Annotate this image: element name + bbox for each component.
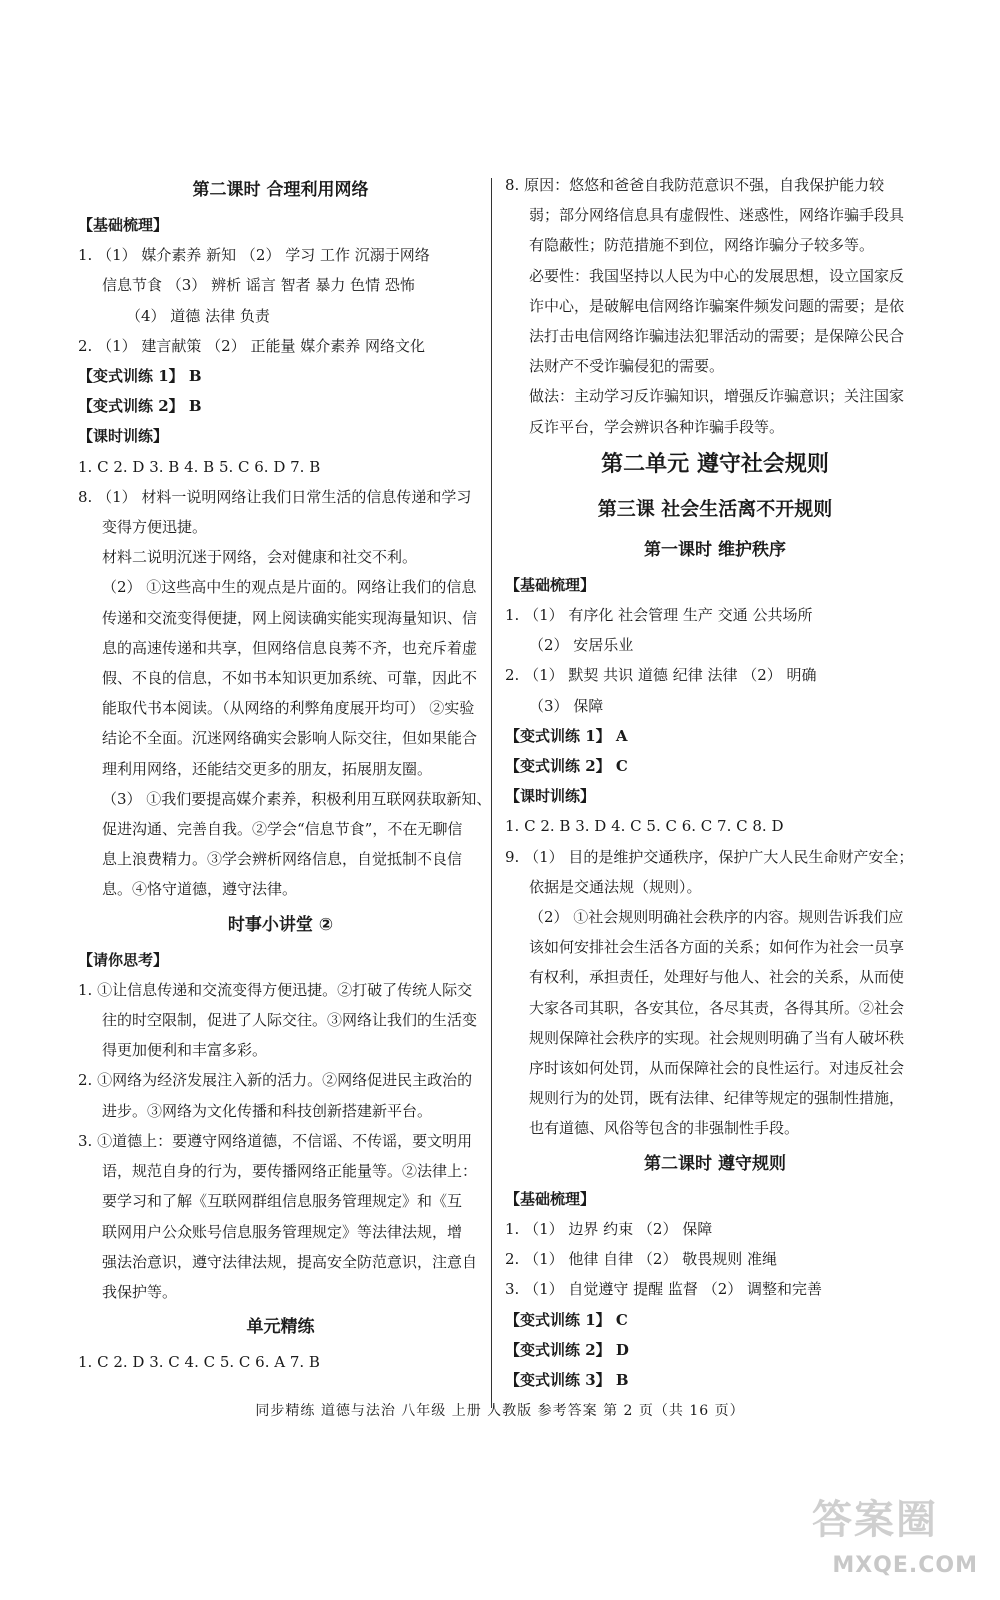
answer-line: 得更加便利和丰富多彩。 [102,1041,268,1060]
section-tag: 【课时训练】 [505,787,596,806]
section-heading: 单元精练 [246,1317,315,1338]
answer-line: 反诈平台，学会辨识各种诈骗手段等。 [529,417,785,436]
answer-line: （3） 保障 [529,696,604,715]
answer-line: （2） ①社会规则明确社会秩序的内容。规则告诉我们应 [529,908,904,927]
answer-line: 联网用户公众账号信息服务管理规定》等法律法规，增 [102,1222,463,1241]
section-tag: 【课时训练】 [78,427,169,446]
answer-line: 1. C 2. B 3. D 4. C 5. C 6. C 7. C 8. D [505,817,784,836]
answer-line: 3. ①道德上：要遵守网络道德，不信谣、不传谣，要文明用 [78,1131,473,1150]
answer-line: 2. （1） 建言献策 （2） 正能量 媒介素养 网络文化 [78,336,426,355]
section-tag: 【基础梳理】 [505,1189,596,1208]
section-tag: 【变式训练 1】 C [505,1310,628,1329]
answer-line: 语，规范自身的行为，要传播网络正能量等。②法律上： [102,1162,478,1181]
answer-line: 9. （1） 目的是维护交通秩序，保护广大人民生命财产安全； [505,847,914,866]
answer-line: 结论不全面。沉迷网络确实会影响人际交往，但如果能合 [102,729,478,748]
section-tag: 【变式训练 1】 B [78,367,202,386]
answer-line: 3. （1） 自觉遵守 提醒 监督 （2） 调整和完善 [505,1280,823,1299]
answer-line: 往的时空限制，促进了人际交往。③网络让我们的生活变 [102,1011,478,1030]
section-tag: 【变式训练 2】 B [78,397,202,416]
answer-line: 1. C 2. D 3. C 4. C 5. C 6. A 7. B [78,1353,320,1372]
section-heading: 时事小讲堂 ② [227,914,334,935]
answer-line: 大家各司其职，各安其位，各尽其责，各得其所。②社会 [529,998,905,1017]
answer-line: 1. （1） 有序化 社会管理 生产 交通 公共场所 [505,606,813,625]
section-tag: 【基础梳理】 [78,216,169,234]
answer-line: （4） 道德 法律 负责 [126,306,270,325]
answer-line: 法财产不受诈骗侵犯的需要。 [529,357,725,376]
section-tag: 【请你思考】 [78,950,169,969]
watermark-logo: 答案圈 [812,1497,938,1543]
answer-line: 假、不良的信息，不如书本知识更加系统、可靠，因此不 [102,669,478,688]
answer-line: 依据是交通法规（规则）。 [529,877,702,896]
section-tag: 【变式训练 3】 B [505,1370,629,1389]
answer-line: 促进沟通、完善自我。②学会“信息节食”，不在无聊信 [102,820,463,839]
answer-line: 理利用网络，还能结交更多的朋友，拓展朋友圈。 [102,759,433,778]
section-tag: 【变式训练 2】 C [505,757,628,776]
answer-line: 我保护等。 [102,1282,178,1301]
answer-line: 1. （1） 边界 约束 （2） 保障 [505,1219,713,1238]
answer-line: 8. （1） 材料一说明网络让我们日常生活的信息传递和学习 [78,487,472,506]
answer-line: 有隐蔽性；防范措施不到位，网络诈骗分子较多等。 [529,236,875,255]
right-column [505,170,925,1395]
answer-line: 也有道德、风俗等包含的非强制性手段。 [529,1119,800,1138]
answer-line: 1. C 2. D 3. B 4. B 5. C 6. D 7. B [78,457,321,476]
section-heading: 第二课时 遵守规则 [644,1153,786,1174]
answer-line: 息上浪费精力。③学会辨析网络信息，自觉抵制不良信 [102,850,463,869]
left-column [78,170,492,1377]
answer-line: 规则行为的处罚，既有法律、纪律等规定的强制性措施， [529,1089,905,1108]
answer-line: 息的高速传递和共享，但网络信息良莠不齐，也充斥着虚 [102,638,478,657]
answer-line: 序时该如何处罚，从而保障社会的良性运行。对违反社会 [529,1059,905,1078]
section-tag: 【基础梳理】 [505,575,596,594]
answer-line: 2. ①网络为经济发展注入新的活力。②网络促进民主政治的 [78,1071,473,1090]
answer-line: 材料二说明沉迷于网络，会对健康和社交不利。 [102,548,418,567]
answer-line: 弱；部分网络信息具有虚假性、迷惑性，网络诈骗手段具 [529,206,905,225]
answer-line: 诈中心，是破解电信网络诈骗案件频发问题的需要；是依 [529,296,905,315]
answer-line: 该如何安排社会生活各方面的关系；如何作为社会一员享 [529,938,905,957]
section-heading: 第一课时 维护秩序 [644,539,786,560]
answer-line: 法打击电信网络诈骗违法犯罪活动的需要；是保障公民合 [529,327,905,346]
answer-line: （2） ①这些高中生的观点是片面的。网络让我们的信息 [102,578,477,597]
answer-line: （2） 安居乐业 [529,636,634,655]
answer-line: 进步。③网络为文化传播和科技创新搭建新平台。 [102,1101,433,1120]
answer-line: 2. （1） 默契 共识 道德 纪律 法律 （2） 明确 [505,666,817,685]
answer-line: 2. （1） 他律 自律 （2） 敬畏规则 准绳 [505,1250,778,1269]
answer-line: 必要性：我国坚持以人民为中心的发展思想，设立国家反 [529,266,905,285]
section-tag: 【变式训练 1】 A [505,726,628,745]
answer-line: 强法治意识，遵守法律法规，提高安全防范意识，注意自 [102,1252,478,1271]
answer-line: 息。④恪守道德，遵守法律。 [102,880,298,899]
answer-line: 1. （1） 媒介素养 新知 （2） 学习 工作 沉溺于网络 [78,246,430,265]
answer-line: 信息节食 （3） 辨析 谣言 智者 暴力 色情 恐怖 [102,276,415,295]
page-footer: 同步精练 道德与法治 八年级 上册 人教版 参考答案 第 2 页（共 16 页） [255,1403,745,1419]
watermark [798,1488,978,1578]
answer-line: 1. ①让信息传递和交流变得方便迅捷。②打破了传统人际交 [78,980,473,999]
answer-line: 有权利，承担责任，处理好与他人、社会的关系，从而使 [529,968,905,987]
section-tag: 【变式训练 2】 D [505,1340,629,1359]
answer-line: （3） ①我们要提高媒介素养，积极利用互联网获取新知、 [102,789,492,808]
answer-line: 要学习和了解《互联网群组信息服务管理规定》和《互 [102,1192,463,1211]
answer-line: 规则保障社会秩序的实现。社会规则明确了当有人破坏秩 [529,1028,905,1047]
answer-line: 传递和交流变得便捷，网上阅读确实能实现海量知识、信 [102,608,478,627]
answer-line: 能取代书本阅读。（从网络的利弊角度展开均可） ②实验 [102,699,475,718]
watermark-url: MXQE.COM [832,1553,978,1578]
unit-heading: 第二单元 遵守社会规则 [601,451,829,477]
answer-line: 做法：主动学习反诈骗知识，增强反诈骗意识；关注国家 [529,387,905,406]
answer-line: 8. 原因：悠悠和爸爸自我防范意识不强，自我保护能力较 [505,176,885,194]
answer-line: 变得方便迅捷。 [102,518,208,537]
course-heading: 第三课 社会生活离不开规则 [597,497,833,520]
section-heading: 第二课时 合理利用网络 [192,180,369,200]
